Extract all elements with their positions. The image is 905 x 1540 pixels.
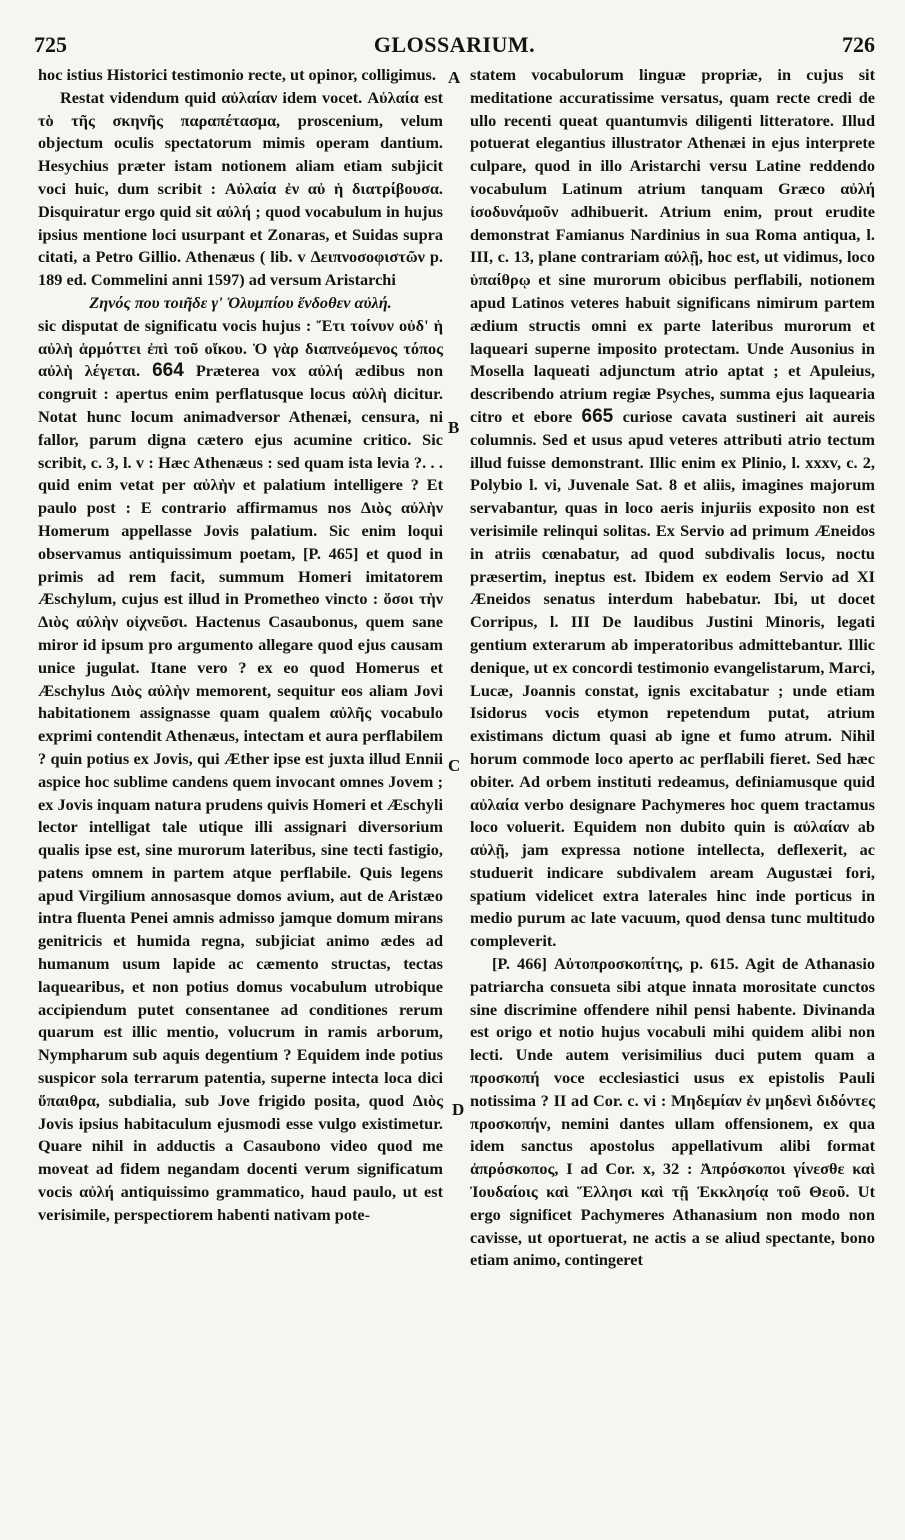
column-number-665: 665: [581, 405, 614, 427]
section-marker-b: B: [448, 418, 460, 437]
glossary-entry: [P. 466] Αὐτοπροσκοπίτης, p. 615. Agit de Athanasio patriarcha consueta sibi atque innata morositate cunctos sine discrimine offendere nihil pensi habente. Divinanda est origo et notio hujus vocabuli mihi quidem alibi non lecti. Unde autem verisimilius duci putem quam a προσκοπή voce ecclesiastici usus ex epistolis Pauli notissima ? II ad Cor. c. vi : Μηδεμίαν ἐν μηδενὶ διδόντες προσκοπήν, nemini dantes ullam offensionem, ex qua idem sanctus apostolus appellativum alibi format ἀπρόσκοπος, I ad Cor. x, 32 : Ἀπρόσκοποι γίνεσθε καὶ Ἰουδαίοις καὶ Ἕλλησι καὶ τῇ Ἐκκλησίᾳ τοῦ Θεοῦ. Ut ergo significet Pachymeres Athanasium non modo non cavisse, ut oportuerat, ne actis a se aliud spectante, bono etiam animo, contingeret: [470, 954, 875, 1270]
running-header: [34, 30, 875, 60]
page-number-left: 725: [34, 32, 67, 57]
paragraph: hoc istius Historici testimonio recte, ut opinor, colligimus.: [38, 65, 436, 84]
paragraph: Restat videndum quid αὐλαίαν idem vocet. Αὐλαία est τὸ τῆς σκηνῆς παραπέτασμα, proscenium, velum objectum oculis spectatorum mimis operam dantium. Hesychius præter istam notionem aliam etiam subjicit voci huic, dum scribit : Αὐλαία ἐν αὐ ἡ διατρίβουσα. Disquiratur ergo quid sit αὐλή ; quod vocabulum in hujus ipsius mentione loci usurpant et Zonaras, et Suidas supra citati, a Petro Gillio. Athenæus ( lib. v Δειπνοσοφιστῶν p. 189 ed. Commelini anni 1597) ad versum Aristarchi: [38, 87, 443, 290]
page-title: GLOSSARIUM.: [373, 32, 536, 57]
section-marker-d: D: [452, 1100, 465, 1119]
column-number-664: 664: [152, 360, 184, 382]
left-column: [38, 64, 443, 1227]
text-run: statem vocabulorum linguæ propriæ, in cujus sit meditatione accuratissime versatus, quam recte credi de ullo recenti queat quantumvis diligenti litteratore. Illud potuerat elegantius illustrator Athenæi in ejus interprete culpare, quod in illo Aristarchi versu Latine reddendo vocabulum Latinum atrium tanquam Græco αὐλή ἰσοδυνάμοῦν adhibuerit. Atrium enim, prout erudite demonstrat Famianus Nardinius in sua Roma antiqua, l. III, c. 13, plane contrariam αὐλῇ, hoc est, ut vidimus, loco ὑπαίθρῳ et sine murorum obicibus perflabili, notionem apud Latinos veteres habuit significans nimirum partem ædium structis omni ex parte lateribus murorum et laqueari superne imposito protectam. Unde Ausonius in Mosella laqueati adjunctum atrio aptat ; et Apuleius, describendo atrium regiæ Psyches, summa ejus laquearia citro et ebore: [470, 65, 875, 426]
page-number-right: 726: [842, 32, 875, 57]
section-marker-a: A: [448, 68, 461, 87]
verse-quote: Ζηνός που τοιῆδε γ' Ὀλυμπίου ἔνδοθεν αὐλή.: [89, 292, 392, 312]
right-column: [470, 64, 875, 1272]
paragraph: [38, 315, 443, 1227]
paragraph: [470, 64, 875, 953]
greek-passage: sic disputat de significatu vocis hujus : Ἔτι τοίνυν οὐδ' ἡ αὐλὴ ἁρμόττει ἐπὶ τοῦ οἴκου. Ὁ γὰρ διαπνεόμενος τόπος αὐλὴ λέγεται.: [38, 315, 443, 381]
text-run: curiose cavata sustineri ait aureis columnis. Sed et usus apud veteres attributi atrio tectum illud fuisse demonstrant. Illic enim ex Plinio, l. xxxv, c. 2, Polybio l. vi, Juvenale Sat. 8 et aliis, imagines majorum servabantur, quas in loco aeris injuriis exposito non est verisimile relinqui solitas. Ex Servio ad primum Æneidos in atriis cœnabatur, ad quod subdivalis locus, noctu præsertim, ineptus est. Ibidem ex eodem Servio ad XI Æneidos senatus interdum habebatur. Ibi, ut docet Corripus, l. III De laudibus Justini Minoris, legati gentium exterarum ab imperatoribus admittebantur. Illic denique, ut ex concordi testimonio evangelistarum, Marci, Lucæ, Joannis constat, ignis excitabatur ; unde etiam Isidorus vocis etymon repetendum putat, atrium existimans dictum quasi ab igne et fumo atrum. Nihil horum commode loco aperto ac perflabili fieret. Sed hæc obiter. Ad orbem instituti redeamus, definiamusque quid αὐλαία verbo designare Pachymeres hoc quem tractamus loco voluerit. Equidem non dubito quin is αὐλαίαν ab αὐλῇ, jam expressa notione intellecta, deflexerit, ac studuerit indicare subdivalem aream Augustæi fori, spatium videlicet extra laterales hinc inde porticus in medio purum ac late vacuum, quod densa tunc multitudo compleverit.: [470, 406, 875, 951]
section-marker-c: C: [448, 756, 461, 775]
latin-passage: Præterea vox αὐλή ædibus non congruit : apertus enim perflatusque locus αὐλὴ dicitur. Notat hunc locum animadversor Athenæi, censura, ni fallor, parum digna cætero ejus acumine critico. Sic scribit, c. 3, l. v : Hæc Athenæus : sed quam ista levia ?. . . quid enim vetat per αὐλὴν et palatium intelligere ? Et paulo post : E contrario affirmamus nos Διὸς αὐλὴν Homerum appellasse Jovis palatium. Sic enim loqui observamus antiquissimum poetam, [P. 465] et quod in primis ad rem facit, summum Homeri imitatorem Æschylum, cujus est illud in Prometheo vincto : ὅσοι τὴν Διὸς αὐλὴν οἰχνεῦσι. Hactenus Casaubonus, quem sane miror id ipsum pro argumento allegare quod ejus causam unice jugulat. Itane vero ? ex eo quod Homerus et Æschylus Διὸς αὐλὴν memorent, sequitur eos aliam Jovi habitationem assignasse quam qualem αὐλῆς vocabulo exprimi contendit Athenæus, intectam et aura perflabilem ? quin potius ex Jovis, qui Æther ipse est juxta illud Ennii aspice hoc sublime candens quem invocant omnes Jovem ; ex Jovis inquam natura prudens quivis Homeri et Æschyli lector intelligat tale utique illi assignari diversorium qualis ipse est, sine murorum lateribus, sine tecti fastigio, patens omnem in partem atque perflabile. Quis legens apud Virgilium annosasque domos avium, aut de Aristæo intra fluenta Penei amnis admisso jamque domum mirans genitricis et humida regna, subjiciat animo ædes ad humanum usum lapide ac cæmento structas, tectas laquearibus, et non potius domus vocabulum utrobique accipiendum putet consentanee ad conditiones rerum quarum est illic mentio, volucrum in ramis arborum, Nympharum sub aquis degentium ? Equidem inde potius suspicor sola terrarum patentia, superne intecta loca dici ὕπαιθρα, subdialia, sub Jove frigido posita, quod Διὸς Jovis ipsius habitaculum ejusmodi esse vulgo existimetur. Quare nihil in adductis a Casaubono video quod me moveat ad fidem negandam docenti verum significatum vocis αὐλή antiquissimo grammatico, haud paulo, ut est verisimile, perspectiorem habenti nativam pote-: [38, 361, 443, 1224]
